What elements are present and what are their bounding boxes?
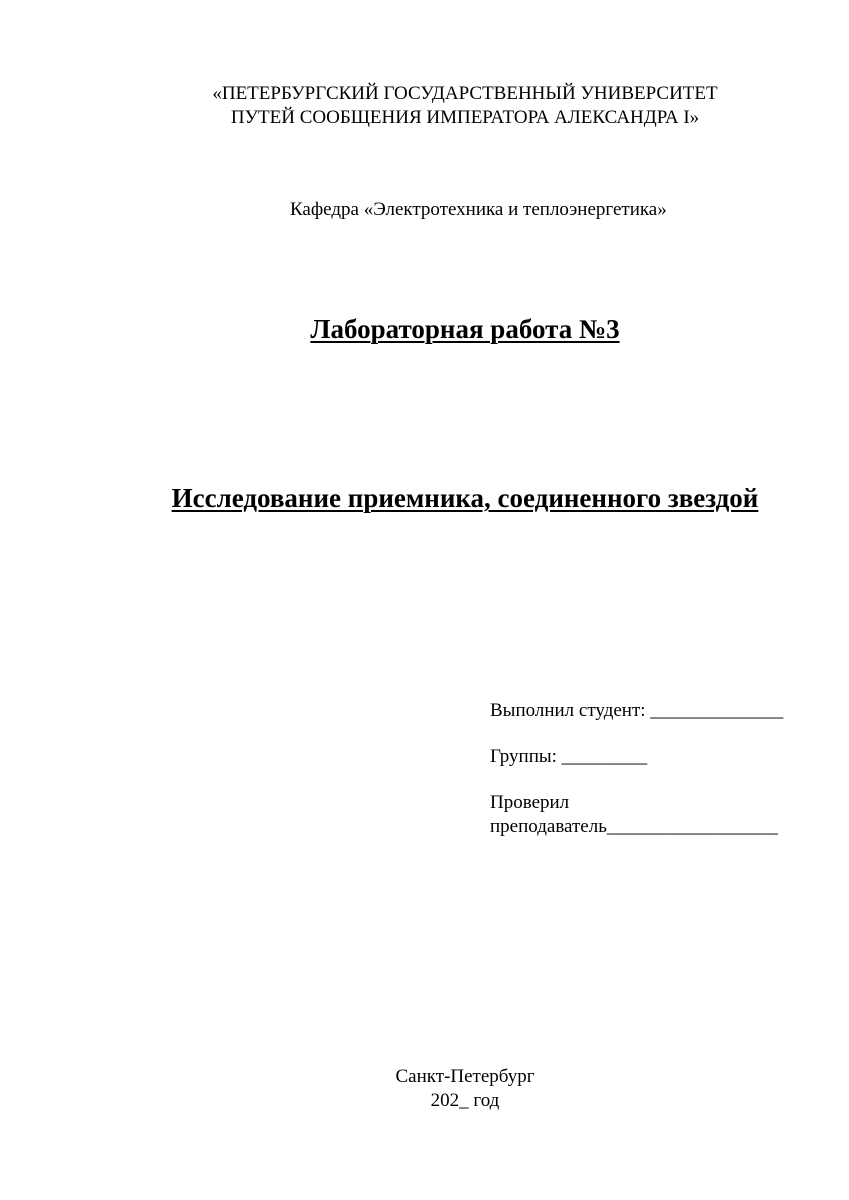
city: Санкт-Петербург [395,1066,535,1087]
lab-title [0,312,849,346]
footer-city-year [280,1065,650,1113]
group-line: Группы: _________ [490,746,648,767]
student-line: Выполнил студент: ______________ [490,700,784,721]
department-name: Кафедра «Электротехника и теплоэнергетика» [290,199,667,220]
lab-title-text: Лабораторная работа №3 [310,314,620,344]
year: 202_ год [430,1090,500,1111]
checked-by-line-2: преподаватель__________________ [490,816,778,837]
university-line-2: ПУТЕЙ СООБЩЕНИЯ ИМПЕРАТОРА АЛЕКСАНДРА I» [230,107,700,128]
signoff-block [490,699,783,839]
university-line-1: «ПЕТЕРБУРГСКИЙ ГОСУДАРСТВЕННЫЙ УНИВЕРСИТЕТ [212,83,718,104]
lab-topic [0,481,849,515]
university-name [100,82,830,130]
lab-topic-text: Исследование приемника, соединенного звездой [171,483,759,513]
checked-by-line-1: Проверил [490,792,570,813]
